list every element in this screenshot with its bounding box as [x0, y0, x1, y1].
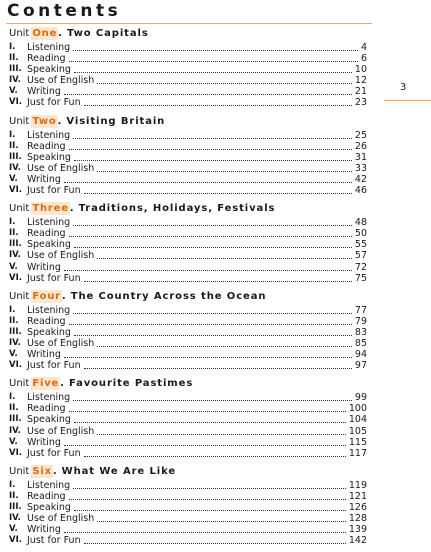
toc-entry[interactable] [9, 524, 367, 535]
toc-entry[interactable] [9, 141, 367, 152]
entry-page-number: 33 [354, 162, 367, 174]
toc-entry[interactable] [9, 349, 367, 360]
contents-list [9, 27, 367, 552]
entry-page-number: 42 [354, 173, 367, 185]
entry-numeral: I. [9, 217, 16, 228]
entry-numeral: III. [9, 502, 22, 512]
unit-number: Five [32, 378, 60, 390]
toc-entry[interactable] [9, 42, 367, 53]
unit-word: Unit [9, 290, 30, 302]
toc-entry[interactable] [9, 174, 367, 185]
entry-label: Listening [27, 304, 71, 316]
entry-numeral: I. [9, 392, 16, 403]
dot-leader [73, 392, 352, 401]
entry-label: Use of English [27, 337, 95, 349]
dot-leader [73, 217, 352, 226]
entry-numeral: VI. [9, 535, 22, 546]
entry-page-number: 25 [354, 129, 367, 141]
entry-numeral: V. [9, 524, 18, 535]
entry-page-number: 83 [354, 326, 367, 338]
entry-label: Reading [27, 140, 66, 152]
dot-leader [64, 174, 352, 183]
unit-section [9, 27, 367, 109]
entry-page-number: 6 [360, 53, 367, 65]
unit-number: Three [32, 203, 69, 215]
unit-title: Traditions, Holidays, Festivals [78, 203, 276, 215]
entry-page-number: 119 [348, 479, 367, 491]
entry-numeral: V. [9, 261, 18, 272]
entry-page-number: 94 [354, 349, 367, 361]
entry-page-number: 72 [354, 261, 367, 273]
unit-section [9, 377, 367, 459]
entry-label: Use of English [27, 75, 95, 87]
unit-number: Four [32, 290, 61, 302]
entry-page-number: 21 [354, 86, 367, 98]
entry-label: Use of English [27, 425, 95, 437]
toc-entry[interactable] [9, 64, 367, 75]
entry-label: Listening [27, 479, 71, 491]
unit-title: What We Are Like [61, 465, 177, 477]
dot-leader [97, 250, 352, 259]
toc-entry[interactable] [9, 480, 367, 491]
entry-label: Reading [27, 490, 66, 502]
entry-numeral: I. [9, 304, 16, 315]
unit-number: One [32, 28, 58, 39]
dot-leader [74, 64, 352, 73]
dot-leader [84, 360, 352, 369]
entry-numeral: II. [9, 315, 19, 326]
entry-label: Use of English [27, 250, 95, 262]
unit-heading [9, 115, 367, 129]
entry-numeral: III. [9, 239, 22, 250]
unit-heading [9, 377, 367, 391]
dot-leader [84, 185, 352, 194]
unit-word: Unit [9, 203, 30, 215]
unit-title: The Country Across the Ocean [70, 290, 267, 302]
entry-page-number: 128 [348, 513, 367, 525]
entry-label: Speaking [27, 502, 71, 513]
entry-page-number: 10 [354, 64, 367, 76]
entry-numeral: VI. [9, 447, 22, 458]
toc-entry[interactable] [9, 86, 367, 97]
entry-label: Speaking [27, 326, 71, 338]
entry-page-number: 57 [354, 250, 367, 262]
entry-page-number: 79 [354, 315, 367, 327]
toc-entry[interactable] [9, 185, 367, 196]
dot-leader [64, 262, 352, 271]
dot-leader [74, 502, 346, 511]
dot-leader [69, 228, 352, 237]
toc-entry[interactable] [9, 327, 367, 338]
entry-numeral: III. [9, 151, 22, 162]
dot-leader [74, 327, 352, 336]
entry-page-number: 104 [348, 414, 367, 426]
dot-leader [69, 53, 358, 62]
unit-heading [9, 465, 367, 479]
toc-entry[interactable] [9, 152, 367, 163]
toc-entry[interactable] [9, 426, 367, 437]
entry-page-number: 48 [354, 217, 367, 229]
unit-title: Two Capitals [66, 28, 149, 39]
unit-dot: . [69, 203, 74, 215]
entry-label: Writing [27, 86, 61, 98]
toc-entry[interactable] [9, 338, 367, 349]
entry-page-number: 142 [348, 535, 367, 547]
entry-label: Just for Fun [27, 185, 81, 197]
entry-page-number: 126 [348, 502, 367, 513]
entry-label: Just for Fun [27, 97, 81, 109]
unit-heading [9, 290, 367, 304]
entry-label: Reading [27, 403, 66, 415]
entry-label: Speaking [27, 151, 71, 163]
toc-entry[interactable] [9, 502, 367, 513]
entry-label: Just for Fun [27, 272, 81, 284]
dot-leader [69, 316, 352, 325]
dot-leader [69, 403, 346, 412]
entry-label: Speaking [27, 414, 71, 426]
unit-section [9, 290, 367, 372]
entry-page-number: 4 [360, 42, 367, 53]
unit-heading [9, 202, 367, 216]
dot-leader [74, 239, 352, 248]
entry-label: Reading [27, 315, 66, 327]
entry-page-number: 100 [348, 403, 367, 415]
dot-leader [64, 524, 346, 533]
dot-leader [97, 338, 352, 347]
entry-page-number: 23 [354, 97, 367, 109]
toc-entry[interactable] [9, 437, 367, 448]
entry-label: Listening [27, 42, 71, 53]
unit-dot: . [52, 465, 57, 477]
entry-numeral: IV. [9, 75, 21, 86]
unit-section [9, 115, 367, 197]
entry-numeral: I. [9, 129, 16, 140]
entry-page-number: 97 [354, 360, 367, 372]
entry-page-number: 139 [348, 524, 367, 536]
toc-entry[interactable] [9, 316, 367, 327]
entry-page-number: 77 [354, 304, 367, 316]
entry-numeral: IV. [9, 425, 21, 436]
entry-label: Writing [27, 261, 61, 273]
entry-page-number: 105 [348, 425, 367, 437]
entry-label: Just for Fun [27, 447, 81, 459]
entry-numeral: VI. [9, 97, 22, 108]
entry-page-number: 99 [354, 392, 367, 404]
entry-numeral: VI. [9, 360, 22, 371]
entry-numeral: IV. [9, 162, 21, 173]
entry-label: Listening [27, 129, 71, 141]
entry-page-number: 12 [354, 75, 367, 87]
dot-leader [84, 97, 352, 106]
dot-leader [97, 75, 352, 84]
dot-leader [64, 349, 352, 358]
entry-page-number: 46 [354, 185, 367, 197]
entry-page-number: 50 [354, 228, 367, 240]
entry-numeral: V. [9, 436, 18, 447]
entry-label: Writing [27, 524, 61, 536]
entry-page-number: 117 [348, 447, 367, 459]
entry-label: Use of English [27, 162, 95, 174]
entry-label: Reading [27, 228, 66, 240]
dot-leader [84, 448, 346, 457]
toc-entry[interactable] [9, 228, 367, 239]
entry-label: Speaking [27, 64, 71, 76]
dot-leader [64, 437, 346, 446]
unit-dot: . [57, 115, 62, 127]
entry-label: Writing [27, 436, 61, 448]
entry-numeral: VI. [9, 185, 22, 196]
entry-numeral: II. [9, 228, 19, 239]
entry-label: Listening [27, 392, 71, 404]
toc-entry[interactable] [9, 239, 367, 250]
entry-numeral: II. [9, 53, 19, 64]
entry-numeral: III. [9, 64, 22, 75]
entry-label: Just for Fun [27, 360, 81, 372]
unit-title: Visiting Britain [66, 115, 166, 127]
unit-number: Six [32, 465, 52, 477]
toc-entry[interactable] [9, 535, 367, 546]
unit-heading [9, 27, 367, 41]
title-rule [6, 23, 372, 24]
entry-numeral: IV. [9, 513, 21, 524]
dot-leader [73, 130, 352, 139]
entry-label: Speaking [27, 239, 71, 251]
toc-entry[interactable] [9, 130, 367, 141]
entry-page-number: 26 [354, 140, 367, 152]
unit-word: Unit [9, 465, 30, 477]
entry-numeral: VI. [9, 272, 22, 283]
toc-entry[interactable] [9, 217, 367, 228]
dot-leader [69, 491, 346, 500]
unit-dot: . [61, 290, 66, 302]
entry-page-number: 55 [354, 239, 367, 251]
entry-numeral: V. [9, 349, 18, 360]
entry-numeral: V. [9, 86, 18, 97]
entry-page-number: 31 [354, 151, 367, 163]
entry-label: Use of English [27, 513, 95, 525]
entry-label: Listening [27, 217, 71, 229]
toc-entry[interactable] [9, 163, 367, 174]
toc-entry[interactable] [9, 403, 367, 414]
entry-label: Writing [27, 349, 61, 361]
unit-title: Favourite Pastimes [68, 378, 194, 390]
dot-leader [84, 535, 346, 544]
unit-number: Two [32, 115, 57, 127]
toc-entry[interactable] [9, 97, 367, 108]
entry-numeral: I. [9, 42, 16, 52]
dot-leader [74, 414, 346, 423]
entry-page-number: 121 [348, 490, 367, 502]
toc-entry[interactable] [9, 53, 367, 64]
entry-numeral: IV. [9, 250, 21, 261]
dot-leader [84, 273, 352, 282]
toc-entry[interactable] [9, 513, 367, 524]
entry-numeral: II. [9, 490, 19, 501]
toc-entry[interactable] [9, 392, 367, 403]
entry-numeral: IV. [9, 337, 21, 348]
dot-leader [97, 513, 346, 522]
dot-leader [73, 305, 352, 314]
toc-entry[interactable] [9, 448, 367, 459]
entry-numeral: II. [9, 140, 19, 151]
unit-section [9, 202, 367, 284]
entry-label: Just for Fun [27, 535, 81, 547]
entry-label: Writing [27, 173, 61, 185]
toc-entry[interactable] [9, 360, 367, 371]
toc-entry[interactable] [9, 305, 367, 316]
unit-word: Unit [9, 28, 30, 39]
entry-page-number: 85 [354, 337, 367, 349]
dot-leader [74, 152, 352, 161]
dot-leader [97, 163, 352, 172]
toc-entry[interactable] [9, 414, 367, 425]
unit-dot: . [60, 378, 64, 390]
unit-section [9, 465, 367, 547]
unit-word: Unit [9, 378, 30, 390]
entry-label: Reading [27, 53, 66, 65]
unit-word: Unit [9, 115, 30, 127]
toc-entry[interactable] [9, 491, 367, 502]
entry-page-number: 75 [354, 272, 367, 284]
entry-numeral: III. [9, 326, 22, 337]
entry-numeral: I. [9, 479, 16, 490]
dot-leader [73, 42, 358, 51]
page-number: 3 [400, 82, 407, 93]
entry-numeral: III. [9, 414, 22, 425]
toc-entry[interactable] [9, 273, 367, 284]
entry-page-number: 115 [348, 436, 367, 448]
dot-leader [97, 426, 346, 435]
toc-entry[interactable] [9, 75, 367, 86]
dot-leader [64, 86, 352, 95]
entry-numeral: V. [9, 173, 18, 184]
page-number-rule [384, 100, 431, 101]
toc-entry[interactable] [9, 262, 367, 273]
dot-leader [73, 480, 346, 489]
page-title: Contents [7, 1, 122, 21]
unit-dot: . [58, 28, 62, 39]
dot-leader [69, 141, 352, 150]
entry-numeral: II. [9, 403, 19, 414]
toc-entry[interactable] [9, 250, 367, 261]
